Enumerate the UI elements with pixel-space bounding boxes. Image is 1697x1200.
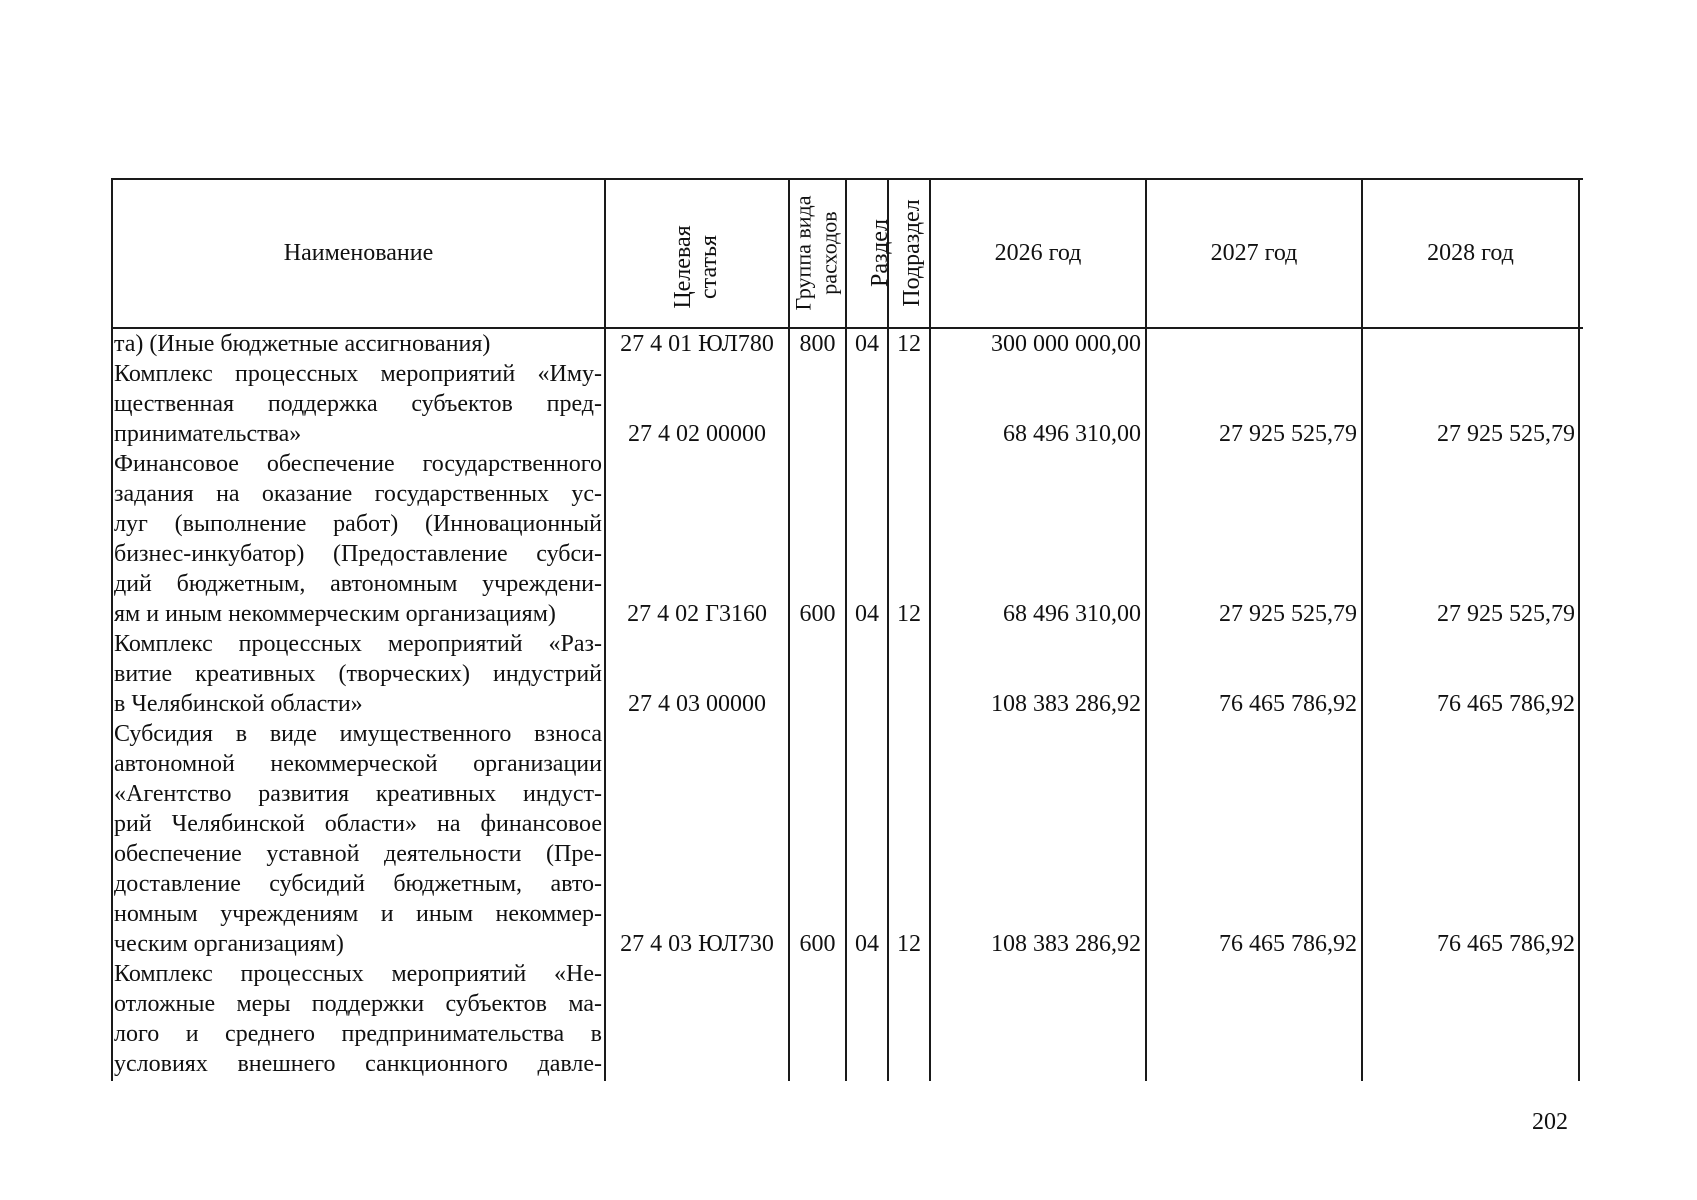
- name-line: обеспечение уставной деятельности (Пре-: [114, 841, 602, 867]
- header-2026: 2026 год: [994, 240, 1082, 266]
- section-cell: 04: [855, 601, 879, 627]
- amount-2028-cell: 27 925 525,79: [1437, 421, 1575, 447]
- name-line: ям и иным некоммерческим организациям): [114, 601, 556, 627]
- expense-group-cell: 800: [799, 331, 836, 357]
- header-target-line1: Целевая: [670, 225, 696, 309]
- name-line: Комплекс процессных мероприятий «Иму-: [114, 361, 602, 387]
- amount-2028-cell: 76 465 786,92: [1437, 691, 1575, 717]
- name-line: щественная поддержка субъектов пред-: [114, 391, 602, 417]
- amount-2028-cell: 76 465 786,92: [1437, 931, 1575, 957]
- expense-group-cell: 600: [799, 931, 836, 957]
- name-line: рий Челябинской области» на финансовое: [114, 811, 602, 837]
- amount-2027-cell: 27 925 525,79: [1219, 601, 1357, 627]
- target-article-cell: 27 4 03 ЮЛ730: [620, 931, 774, 957]
- name-line: лого и среднего предпринимательства в: [114, 1021, 602, 1047]
- amount-2026-cell: 68 496 310,00: [1003, 421, 1141, 447]
- amount-2027-cell: 76 465 786,92: [1219, 931, 1357, 957]
- col-line-right: [1578, 178, 1580, 1081]
- amount-2026-cell: 68 496 310,00: [1003, 601, 1141, 627]
- amount-2026-cell: 108 383 286,92: [991, 931, 1141, 957]
- name-line: автономной некоммерческой организации: [114, 751, 602, 777]
- name-line: доставление субсидий бюджетным, авто-: [114, 871, 602, 897]
- section-cell: 04: [855, 331, 879, 357]
- subsection-cell: 12: [897, 931, 921, 957]
- header-subsection: Подраздел: [899, 199, 925, 307]
- page-number: 202: [1532, 1109, 1568, 1135]
- target-article-cell: 27 4 03 00000: [628, 691, 766, 717]
- name-line: в Челябинской области»: [114, 691, 363, 717]
- expense-group-cell: 600: [799, 601, 836, 627]
- name-line: отложные меры поддержки субъектов ма-: [114, 991, 602, 1017]
- header-2027: 2027 год: [1210, 240, 1298, 266]
- header-group-line2: расходов: [816, 211, 842, 295]
- name-line: Комплекс процессных мероприятий «Не-: [114, 961, 602, 987]
- name-line: та) (Иные бюджетные ассигнования): [114, 331, 491, 357]
- name-line: витие креативных (творческих) индустрий: [114, 661, 602, 687]
- name-line: условиях внешнего санкционного давле-: [114, 1051, 602, 1077]
- header-2028: 2028 год: [1427, 240, 1514, 266]
- name-line: луг (выполнение работ) (Инновационный: [114, 511, 602, 537]
- header-expense-group: [791, 180, 843, 327]
- amount-2028-cell: 27 925 525,79: [1437, 601, 1575, 627]
- header-target-article: [670, 194, 722, 340]
- name-line: принимательства»: [114, 421, 302, 447]
- target-article-cell: 27 4 02 Г3160: [627, 601, 767, 627]
- amount-2026-cell: 300 000 000,00: [991, 331, 1141, 357]
- name-line: «Агентство развития креативных индуст-: [114, 781, 602, 807]
- name-line: задания на оказание государственных ус-: [114, 481, 602, 507]
- target-article-cell: 27 4 01 ЮЛ780: [620, 331, 774, 357]
- subsection-cell: 12: [897, 331, 921, 357]
- amount-2027-cell: 76 465 786,92: [1219, 691, 1357, 717]
- name-line: Комплекс процессных мероприятий «Раз-: [114, 631, 602, 657]
- header-group-line1: Группа вида: [790, 195, 816, 311]
- header-section: Раздел: [867, 219, 893, 287]
- header-name: Наименование: [283, 240, 434, 266]
- section-cell: 04: [855, 931, 879, 957]
- name-line: номным учреждениям и иным некоммер-: [114, 901, 602, 927]
- target-article-cell: 27 4 02 00000: [628, 421, 766, 447]
- amount-2027-cell: 27 925 525,79: [1219, 421, 1357, 447]
- subsection-cell: 12: [897, 601, 921, 627]
- header-target-line2: статья: [696, 235, 722, 299]
- name-line: Субсидия в виде имущественного взноса: [114, 721, 602, 747]
- name-line: ческим организациям): [114, 931, 344, 957]
- amount-2026-cell: 108 383 286,92: [991, 691, 1141, 717]
- name-line: Финансовое обеспечение государственного: [114, 451, 602, 477]
- name-line: дий бюджетным, автономным учреждени-: [114, 571, 602, 597]
- name-line: бизнес-инкубатор) (Предоставление субси-: [114, 541, 602, 567]
